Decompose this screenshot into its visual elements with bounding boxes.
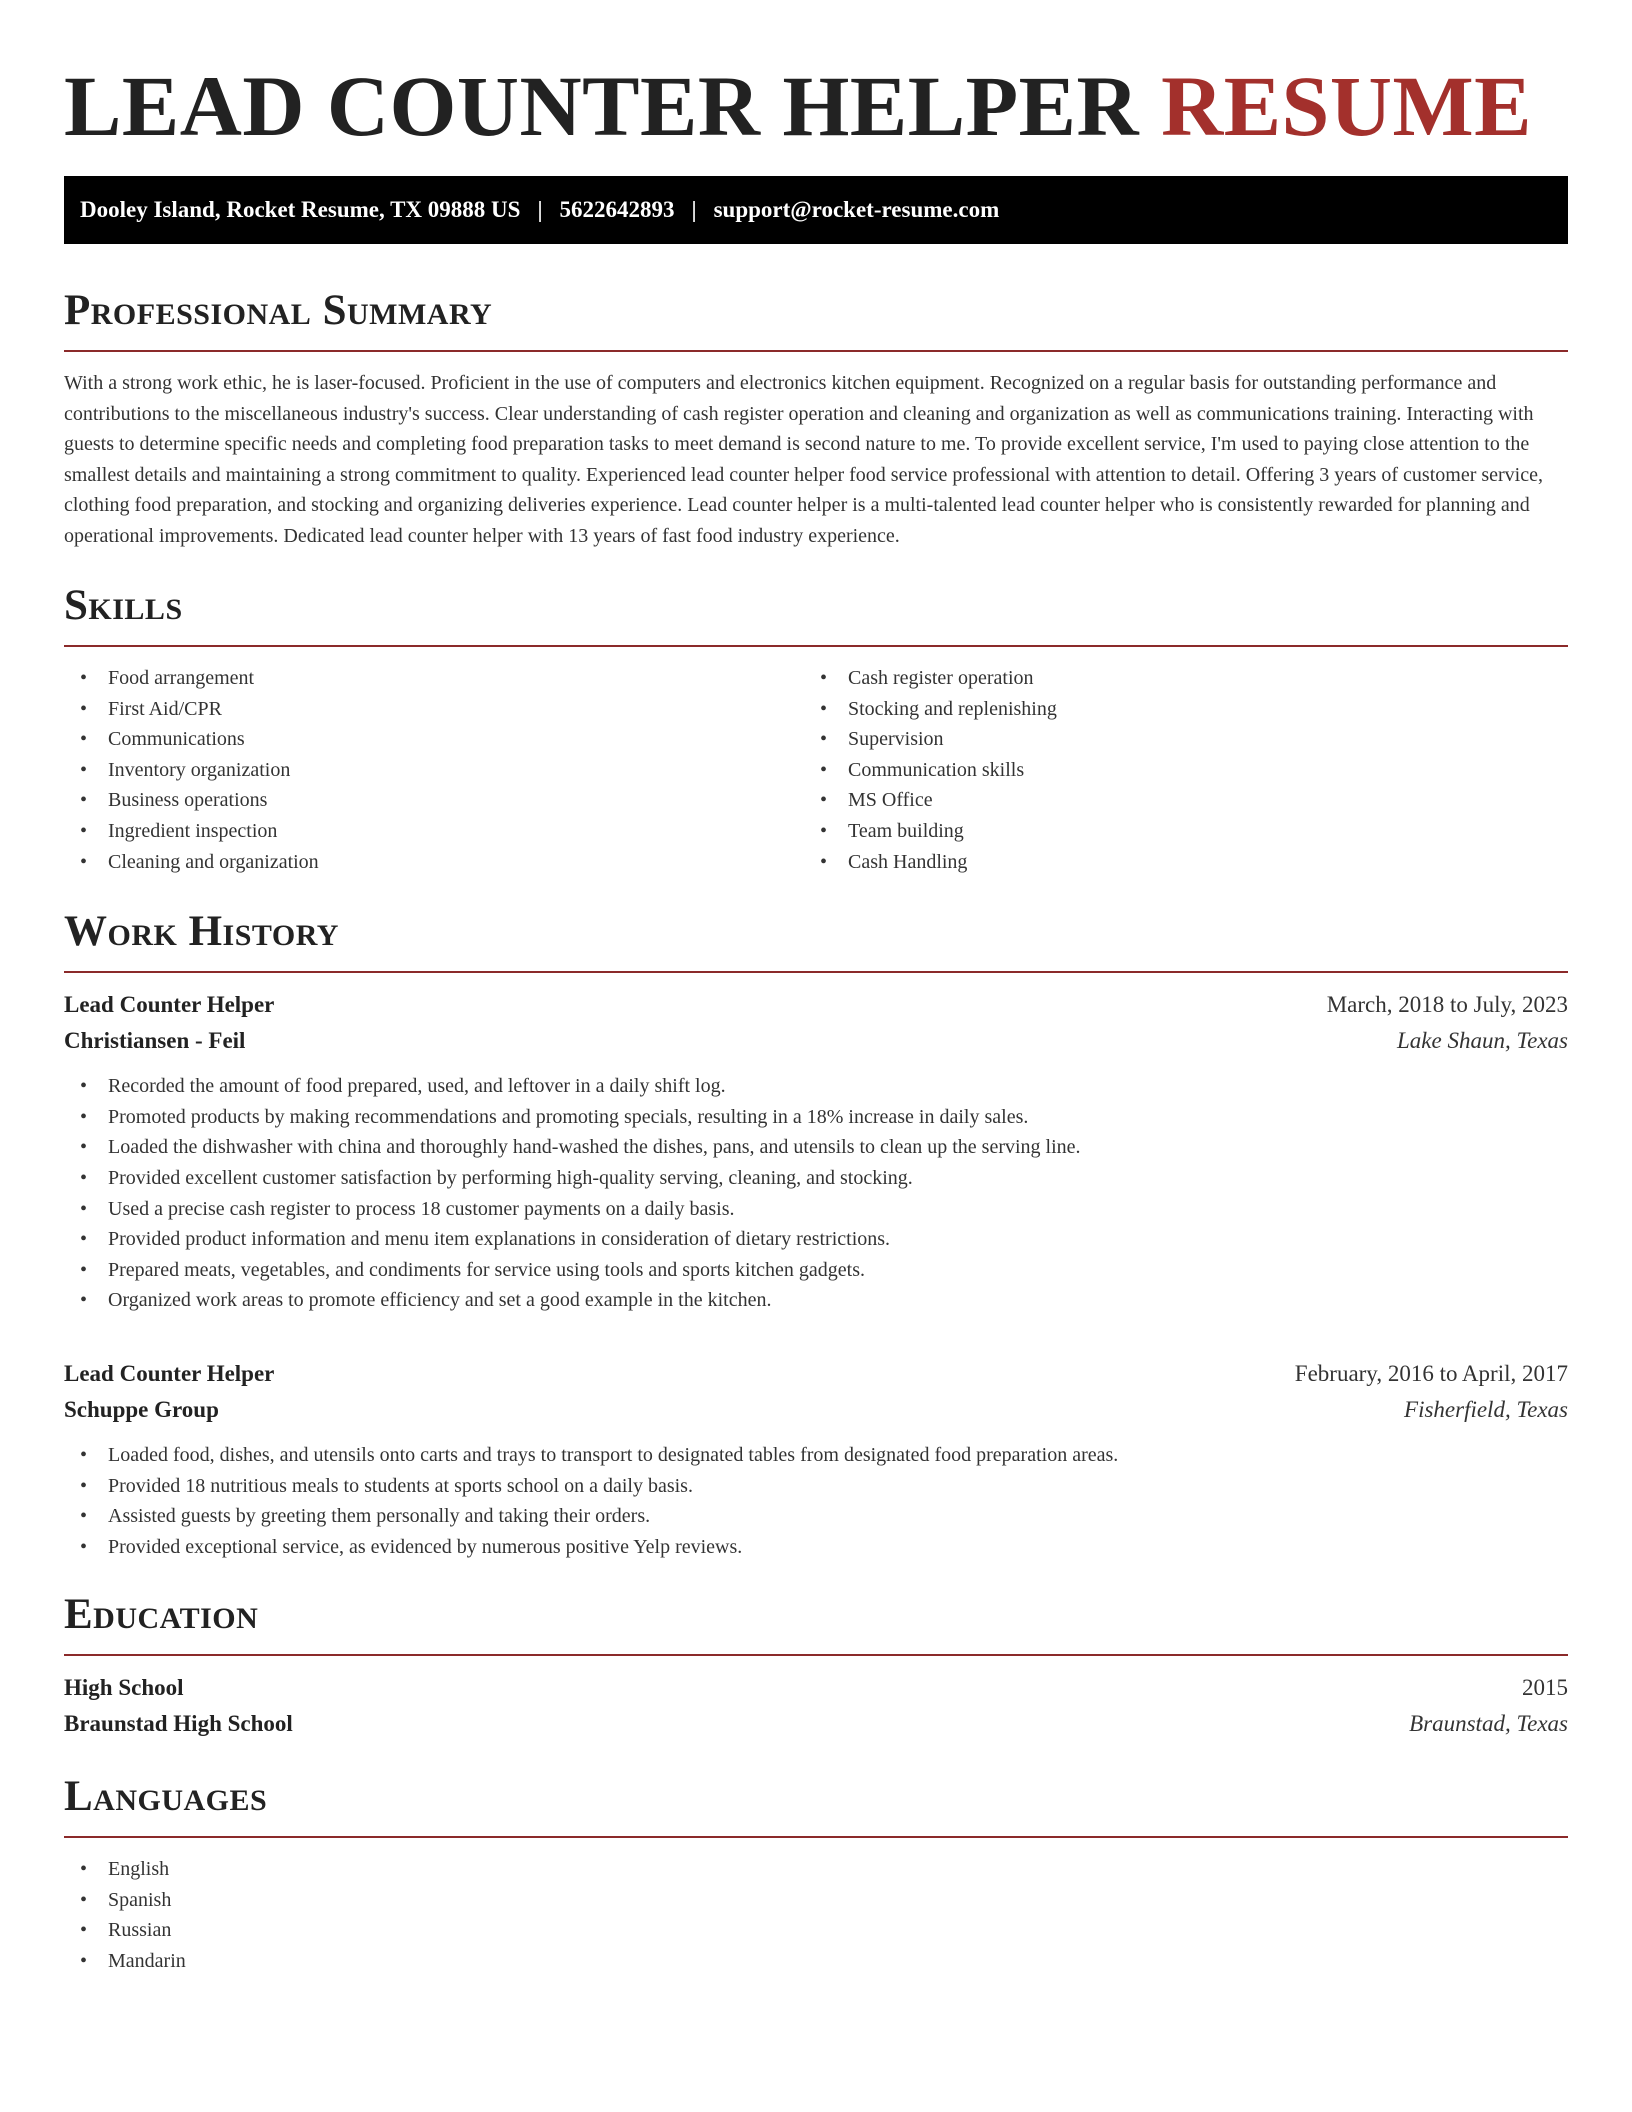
skill-label: Inventory organization: [108, 758, 291, 781]
language-label: Mandarin: [108, 1950, 186, 1973]
job-company: Schuppe Group: [64, 1396, 219, 1422]
summary-text: With a strong work ethic, he is laser-focused. Proficient in the use of computers and electronics kitchen equipment. Recognized on a regular basis for outstanding performance and contributions to the miscellaneous industry's success. Clear understanding of cash register operation and cleaning and organization as well as communications training. Interacting with guests to determine specific needs and completing food preparation tasks to meet demand is second nature to me. To provide excellent service, I'm used to paying close attention to the smallest details and maintaining a strong commitment to quality. Experienced lead counter helper food service professional with attention to detail. Offering 3 years of customer service, clothing food preparation, and stocking and organizing deliveries experience. Lead counter helper is a multi-talented lead counter helper who is consistently rewarded for planning and operational improvements. Dedicated lead counter helper with 13 years of fast food industry experience.: [64, 372, 1543, 547]
job-title: Lead Counter Helper: [64, 992, 275, 1018]
skill-item: [804, 755, 1544, 786]
skill-label: Ingredient inspection: [108, 819, 278, 842]
skill-item: [64, 724, 804, 755]
bullet-icon: •: [820, 728, 828, 751]
summary-heading: Professional Summary: [64, 287, 493, 334]
work-history-heading: Work History: [64, 908, 339, 956]
job-duty-text: Promoted products by making recommendations and promoting specials, resulting in a 18% increase in daily sales.: [108, 1105, 1029, 1128]
job-duty-item: [64, 1194, 1568, 1225]
bullet-icon: •: [80, 1228, 88, 1251]
bullet-icon: •: [80, 1136, 88, 1159]
title-main: LEAD COUNTER HELPER: [64, 58, 1140, 154]
bullet-icon: •: [80, 728, 88, 751]
job-duty-item: [64, 1532, 1568, 1563]
job-duty-item: [64, 1132, 1568, 1163]
skill-item: [64, 847, 804, 878]
bullet-icon: •: [80, 1197, 88, 1220]
job-company-row: [64, 1392, 1568, 1428]
bullet-icon: •: [80, 1443, 88, 1466]
job-duty-text: Provided exceptional service, as evidenced by numerous positive Yelp reviews.: [108, 1535, 743, 1558]
job-title: Lead Counter Helper: [64, 1360, 275, 1386]
education-entry: [64, 1670, 1568, 1742]
language-label: English: [108, 1858, 170, 1881]
job-location: Lake Shaun, Texas: [1396, 1028, 1568, 1054]
job-duty-item: [64, 1285, 1568, 1316]
bullet-icon: •: [820, 819, 828, 842]
job-duty-item: [64, 1224, 1568, 1255]
job-duty-item: [64, 1071, 1568, 1102]
skills-list-left: [64, 663, 804, 877]
skill-label: Cleaning and organization: [108, 850, 319, 873]
skill-item: [804, 663, 1544, 694]
job-duty-item: [64, 1471, 1568, 1502]
contact-separator: |: [537, 197, 543, 222]
skill-label: Communication skills: [848, 758, 1025, 781]
skill-item: [64, 816, 804, 847]
skill-label: Food arrangement: [108, 667, 255, 689]
skill-item: [64, 663, 804, 694]
education-heading: Education: [64, 1591, 259, 1639]
education-degree: High School: [64, 1675, 184, 1701]
language-item: [64, 1885, 1568, 1916]
section-divider: [64, 1836, 1568, 1838]
skill-item: [64, 755, 804, 786]
job-company: Christiansen - Feil: [64, 1028, 246, 1054]
job-duty-item: [64, 1102, 1568, 1133]
job-duty-text: Recorded the amount of food prepared, used, and leftover in a daily shift log.: [108, 1075, 726, 1098]
bullet-icon: •: [80, 1105, 88, 1128]
job-duty-item: [64, 1440, 1568, 1471]
bullet-icon: •: [80, 1289, 88, 1312]
skills-grid: [64, 663, 1568, 877]
job-duties-list: [64, 1071, 1568, 1316]
contact-separator: |: [691, 197, 697, 222]
bullet-icon: •: [80, 1535, 88, 1558]
languages-heading: Languages: [64, 1773, 268, 1821]
resume-title: [64, 0, 1568, 176]
job-location: Fisherfield, Texas: [1404, 1396, 1568, 1422]
skill-label: Supervision: [848, 728, 944, 751]
skill-item: [804, 785, 1544, 816]
job-duty-text: Prepared meats, vegetables, and condiments for service using tools and sports kitchen gadgets.: [108, 1258, 866, 1281]
section-divider: [64, 971, 1568, 973]
education-year: 2015: [1522, 1675, 1568, 1701]
bullet-icon: •: [80, 819, 88, 842]
skill-label: Cash Handling: [848, 850, 968, 873]
skill-item: [804, 694, 1544, 725]
skills-list-right: [804, 663, 1544, 877]
skill-item: [804, 816, 1544, 847]
skill-label: Cash register operation: [848, 667, 1034, 689]
bullet-icon: •: [80, 1166, 88, 1189]
skill-item: [64, 694, 804, 725]
bullet-icon: •: [80, 667, 88, 689]
job-duty-text: Provided product information and menu item explanations in consideration of dietary restrictions.: [108, 1228, 891, 1251]
bullet-icon: •: [80, 1919, 88, 1942]
job-duty-text: Provided 18 nutritious meals to students at sports school on a daily basis.: [108, 1474, 693, 1497]
job-dates: February, 2016 to April, 2017: [1294, 1360, 1568, 1386]
bullet-icon: •: [80, 1858, 88, 1881]
skill-label: Stocking and replenishing: [848, 697, 1057, 720]
job-duty-item: [64, 1501, 1568, 1532]
job-duty-text: Used a precise cash register to process 18 customer payments on a daily basis.: [108, 1197, 735, 1220]
job-entry: [64, 1356, 1568, 1562]
skill-label: Team building: [848, 819, 964, 842]
job-duties-list: [64, 1440, 1568, 1562]
job-duty-text: Loaded the dishwasher with china and thoroughly hand-washed the dishes, pans, and utensils to clean up the serving line.: [108, 1136, 1081, 1159]
language-label: Spanish: [108, 1888, 172, 1911]
job-entry: [64, 987, 1568, 1316]
bullet-icon: •: [80, 1258, 88, 1281]
bullet-icon: •: [80, 1474, 88, 1497]
languages-list: [64, 1854, 1568, 1976]
skill-label: First Aid/CPR: [108, 697, 222, 720]
contact-bar: [64, 176, 1568, 244]
skill-label: MS Office: [848, 789, 933, 812]
job-header-row: [64, 987, 1568, 1023]
title-accent: RESUME: [1161, 58, 1533, 154]
education-school: Braunstad High School: [64, 1711, 293, 1737]
language-item: [64, 1946, 1568, 1977]
education-location: Braunstad, Texas: [1409, 1711, 1568, 1737]
skill-item: [804, 847, 1544, 878]
bullet-icon: •: [80, 1505, 88, 1528]
job-duty-text: Provided excellent customer satisfaction by performing high-quality serving, cleaning, and stocking.: [108, 1166, 913, 1189]
job-duty-text: Organized work areas to promote efficiency and set a good example in the kitchen.: [108, 1289, 772, 1312]
contact-address: Dooley Island, Rocket Resume, TX 09888 US: [80, 197, 521, 222]
bullet-icon: •: [820, 789, 828, 812]
job-duty-text: Loaded food, dishes, and utensils onto carts and trays to transport to designated tables from designated food preparation areas.: [108, 1443, 1119, 1466]
language-item: [64, 1915, 1568, 1946]
section-divider: [64, 350, 1568, 352]
skill-item: [64, 785, 804, 816]
bullet-icon: •: [80, 697, 88, 720]
skill-label: Communications: [108, 728, 245, 751]
bullet-icon: •: [820, 697, 828, 720]
bullet-icon: •: [820, 758, 828, 781]
skills-heading: Skills: [64, 582, 183, 629]
bullet-icon: •: [80, 1075, 88, 1098]
contact-phone[interactable]: 5622642893: [559, 197, 675, 222]
job-company-row: [64, 1023, 1568, 1059]
skill-label: Business operations: [108, 789, 268, 812]
bullet-icon: •: [80, 758, 88, 781]
job-header-row: [64, 1356, 1568, 1392]
section-divider: [64, 1654, 1568, 1656]
section-divider: [64, 645, 1568, 647]
education-degree-row: [64, 1670, 1568, 1706]
skill-item: [804, 724, 1544, 755]
job-duty-item: [64, 1163, 1568, 1194]
bullet-icon: •: [80, 850, 88, 873]
education-school-row: [64, 1706, 1568, 1742]
language-item: [64, 1854, 1568, 1885]
bullet-icon: •: [80, 789, 88, 812]
job-duty-text: Assisted guests by greeting them personally and taking their orders.: [108, 1505, 651, 1528]
job-dates: March, 2018 to July, 2023: [1326, 992, 1568, 1018]
bullet-icon: •: [820, 850, 828, 873]
job-duty-item: [64, 1255, 1568, 1286]
bullet-icon: •: [820, 667, 828, 689]
bullet-icon: •: [80, 1950, 88, 1973]
language-label: Russian: [108, 1919, 172, 1942]
bullet-icon: •: [80, 1888, 88, 1911]
contact-email[interactable]: support@rocket-resume.com: [713, 197, 1000, 222]
